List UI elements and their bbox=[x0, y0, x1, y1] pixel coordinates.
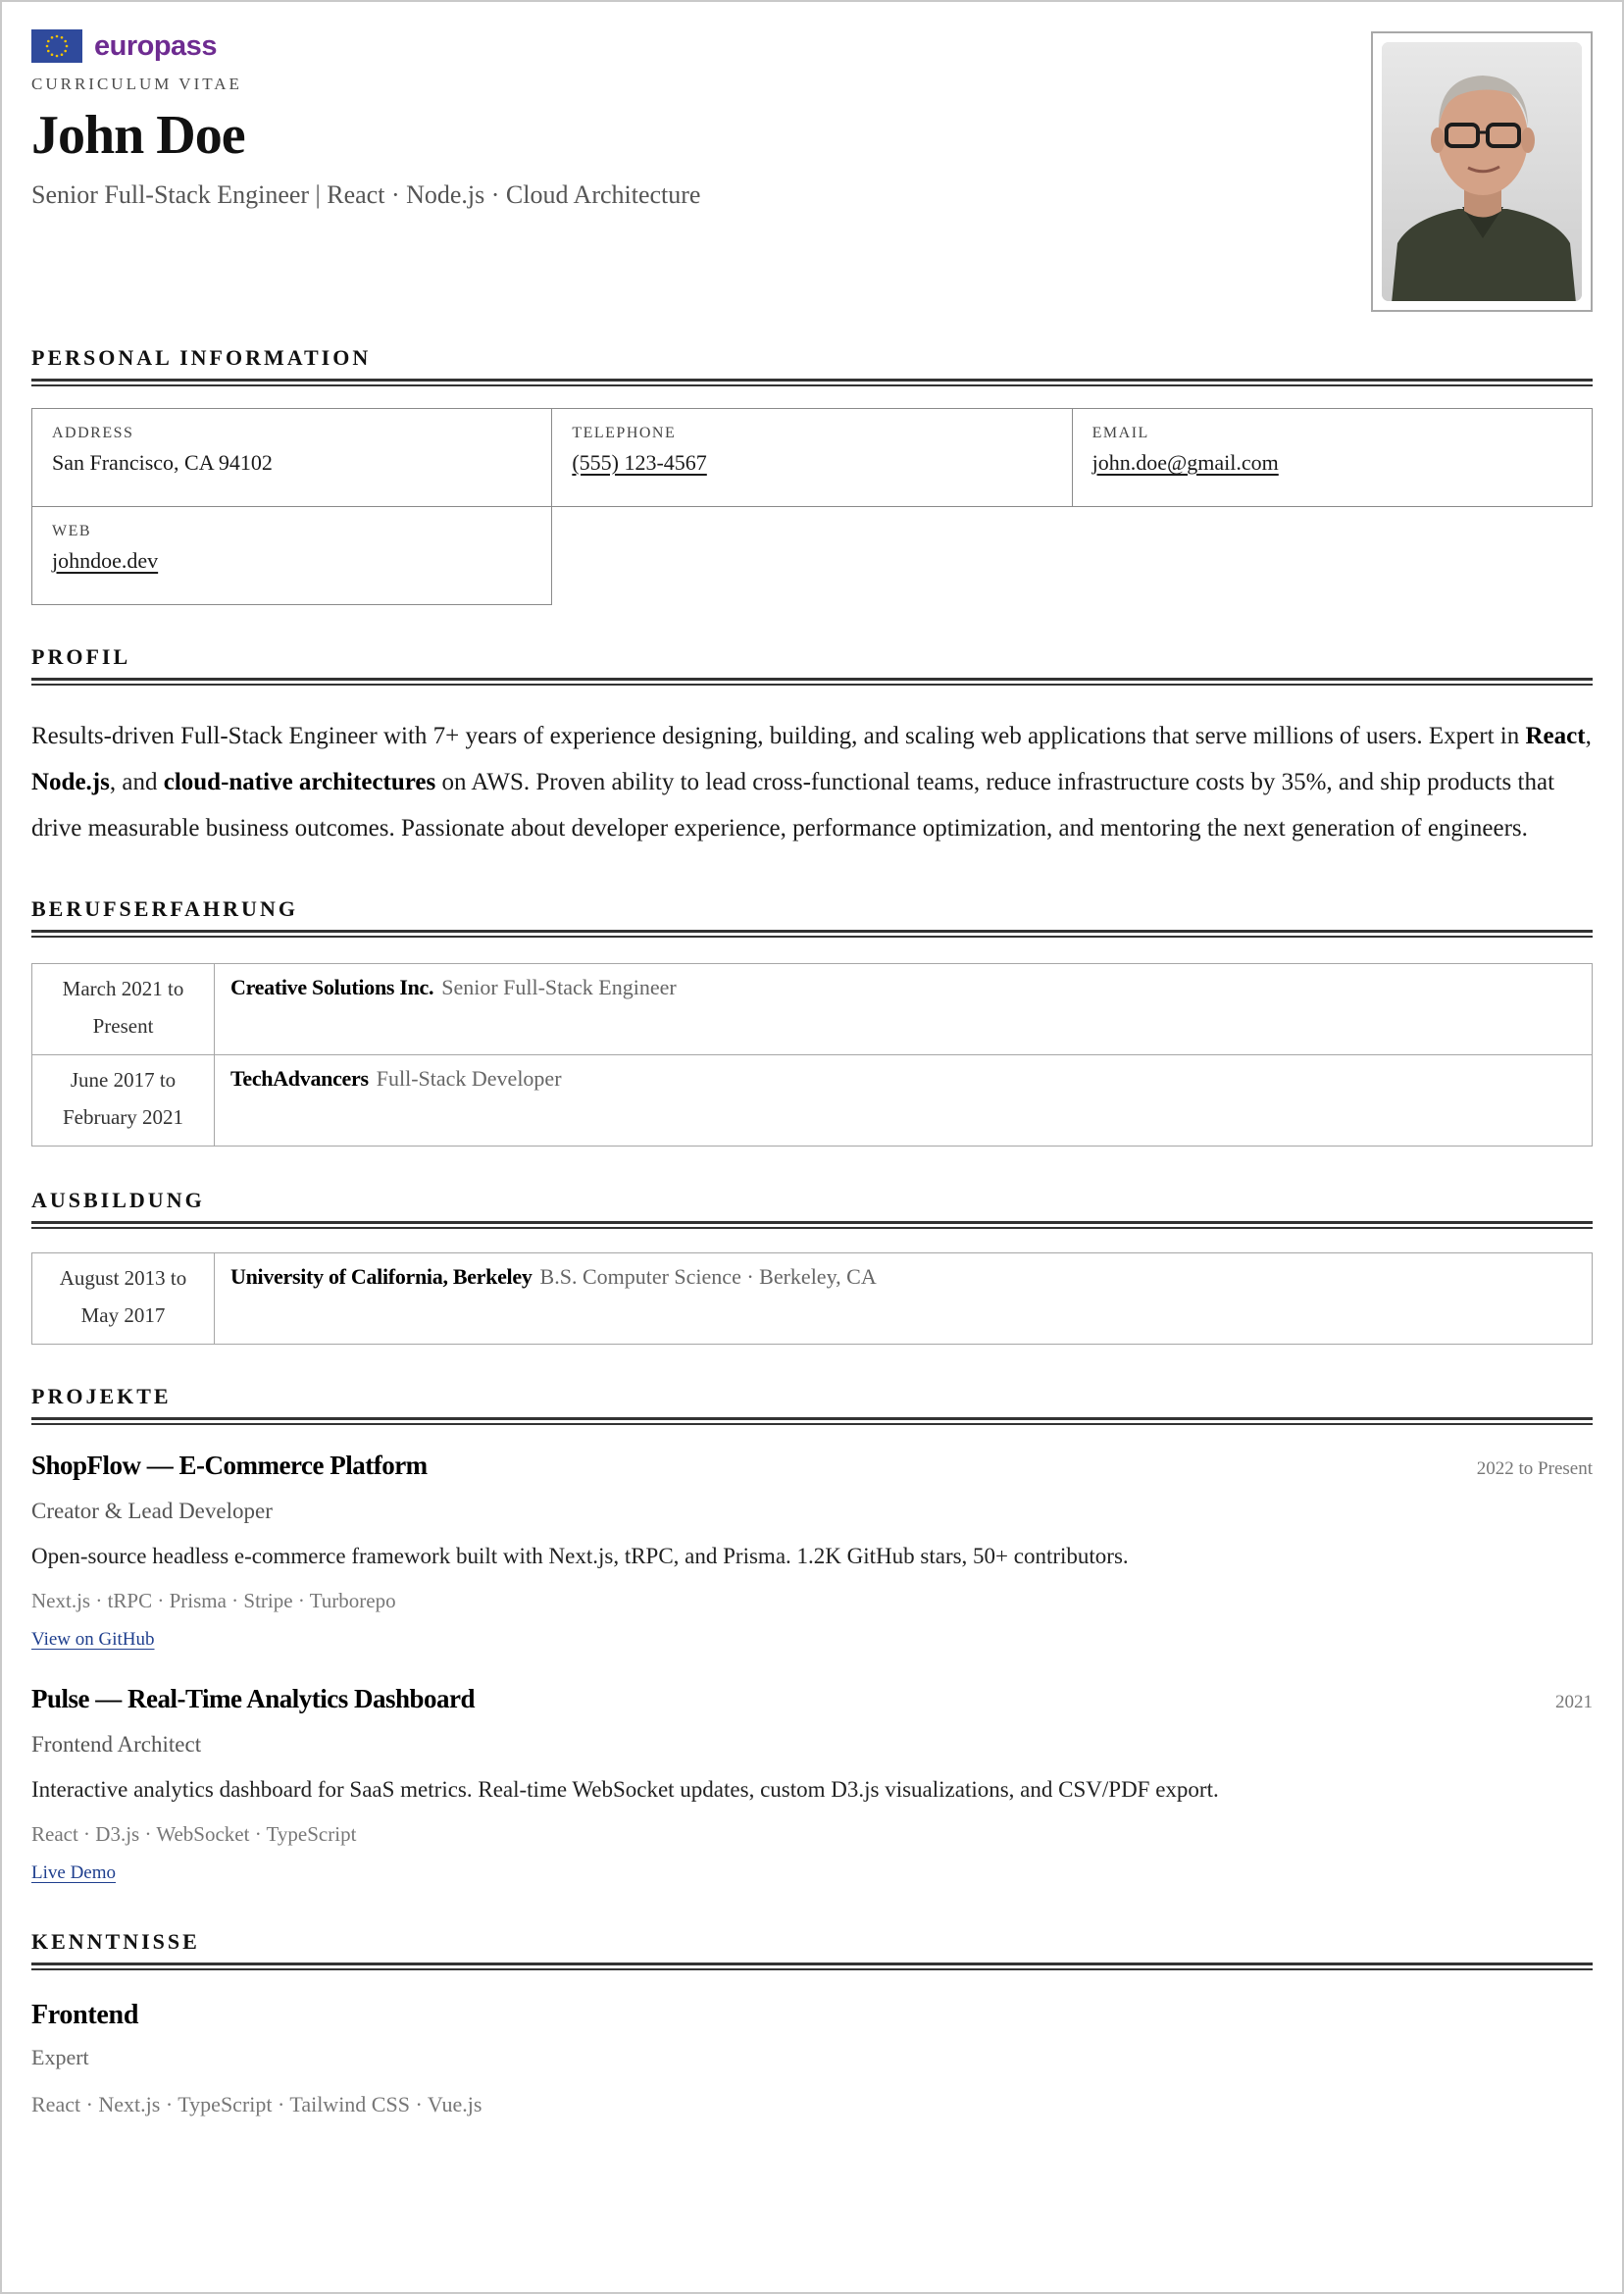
address-label: ADDRESS bbox=[52, 425, 134, 441]
email-cell bbox=[1073, 409, 1593, 507]
profile-text: , bbox=[1585, 723, 1592, 749]
telephone-label: TELEPHONE bbox=[572, 425, 677, 441]
section-divider bbox=[31, 930, 1593, 938]
education-date: August 2013 to May 2017 bbox=[32, 1253, 215, 1345]
profile-highlight-react: React bbox=[1525, 723, 1586, 749]
experience-date: March 2021 to Present bbox=[32, 964, 215, 1055]
experience-date: June 2017 to February 2021 bbox=[32, 1055, 215, 1147]
address-value: San Francisco, CA 94102 bbox=[52, 450, 273, 475]
person-name: John Doe bbox=[31, 105, 245, 166]
profile-summary bbox=[31, 713, 1593, 851]
project-date: 2022 to Present bbox=[1476, 1458, 1593, 1479]
europass-logo bbox=[31, 29, 1593, 63]
degree: B.S. Computer Science · Berkeley, CA bbox=[539, 1264, 877, 1289]
section-divider bbox=[31, 1221, 1593, 1229]
section-divider bbox=[31, 1963, 1593, 1970]
education-section bbox=[31, 1188, 1593, 1345]
address-cell bbox=[32, 409, 552, 507]
projects-section bbox=[31, 1384, 1593, 1884]
employer-name: Creative Solutions Inc. bbox=[230, 975, 434, 999]
section-divider bbox=[31, 1417, 1593, 1425]
project-demo-link[interactable]: Live Demo bbox=[31, 1862, 117, 1883]
project-item bbox=[31, 1451, 1593, 1651]
profile-section bbox=[31, 644, 1593, 851]
profile-text: on AWS. Proven ability to lead cross-functional teams, reduce infrastructure costs by 35%, and ship products that drive measurable business outcomes. Passionate about developer experience, performance optimization, and mentoring the next generation of engineers. bbox=[31, 769, 1555, 841]
project-tech: React · D3.js · WebSocket · TypeScript bbox=[31, 1822, 357, 1846]
section-title-projects: PROJEKTE bbox=[31, 1384, 172, 1408]
cv-header bbox=[31, 29, 1593, 345]
experience-desc bbox=[215, 964, 1593, 1055]
profile-highlight-node: Node.js bbox=[31, 769, 110, 795]
headline: Senior Full-Stack Engineer | React · Node.js · Cloud Architecture bbox=[31, 179, 701, 209]
job-role: Senior Full-Stack Engineer bbox=[441, 975, 677, 999]
education-row bbox=[32, 1253, 1593, 1345]
cv-label: CURRICULUM VITAE bbox=[31, 75, 242, 93]
email-label: EMAIL bbox=[1091, 425, 1149, 441]
education-desc bbox=[215, 1253, 1593, 1345]
section-title-profile: PROFIL bbox=[31, 644, 131, 669]
job-role: Full-Stack Developer bbox=[376, 1066, 562, 1091]
email-link[interactable]: john.doe@gmail.com bbox=[1091, 450, 1279, 475]
profile-photo bbox=[1382, 42, 1582, 301]
project-github-link[interactable]: View on GitHub bbox=[31, 1629, 155, 1650]
web-cell bbox=[32, 507, 552, 605]
europass-wordmark: europass bbox=[94, 29, 217, 62]
experience-row bbox=[32, 964, 1593, 1055]
employer-name: TechAdvancers bbox=[230, 1066, 369, 1091]
project-title: Pulse — Real-Time Analytics Dashboard bbox=[31, 1684, 476, 1713]
section-divider bbox=[31, 678, 1593, 686]
section-divider bbox=[31, 379, 1593, 386]
profile-photo-frame bbox=[1371, 31, 1593, 312]
experience-section bbox=[31, 896, 1593, 1147]
web-link[interactable]: johndoe.dev bbox=[52, 548, 159, 573]
section-title-personal: PERSONAL INFORMATION bbox=[31, 345, 372, 370]
skill-items: React · Next.js · TypeScript · Tailwind CSS · Vue.js bbox=[31, 2092, 482, 2116]
section-title-experience: BERUFSERFAHRUNG bbox=[31, 896, 298, 921]
project-tech: Next.js · tRPC · Prisma · Stripe · Turborepo bbox=[31, 1589, 396, 1612]
education-table bbox=[31, 1252, 1593, 1345]
skill-category: Frontend bbox=[31, 2000, 139, 2030]
telephone-link[interactable]: (555) 123-4567 bbox=[572, 450, 707, 475]
personal-info-grid bbox=[31, 408, 1593, 605]
profile-text: , and bbox=[109, 769, 164, 795]
project-role: Frontend Architect bbox=[31, 1732, 202, 1757]
project-description: Interactive analytics dashboard for SaaS metrics. Real-time WebSocket updates, custom D3.js visualizations, and CSV/PDF export. bbox=[31, 1777, 1219, 1802]
project-title: ShopFlow — E-Commerce Platform bbox=[31, 1451, 428, 1480]
telephone-cell bbox=[552, 409, 1072, 507]
section-title-education: AUSBILDUNG bbox=[31, 1188, 205, 1212]
project-item bbox=[31, 1684, 1593, 1884]
experience-table bbox=[31, 963, 1593, 1147]
project-role: Creator & Lead Developer bbox=[31, 1499, 273, 1523]
web-label: WEB bbox=[52, 523, 92, 539]
experience-row bbox=[32, 1055, 1593, 1147]
school-name: University of California, Berkeley bbox=[230, 1264, 533, 1289]
cv-page bbox=[2, 2, 1622, 2117]
experience-desc bbox=[215, 1055, 1593, 1147]
project-date: 2021 bbox=[1555, 1692, 1593, 1712]
skill-level: Expert bbox=[31, 2045, 89, 2069]
eu-flag-icon bbox=[31, 29, 82, 63]
section-title-skills: KENNTNISSE bbox=[31, 1929, 200, 1954]
skills-section bbox=[31, 1929, 1593, 2117]
profile-highlight-cloud: cloud-native architectures bbox=[163, 769, 436, 795]
profile-text: Results-driven Full-Stack Engineer with 7+ years of experience designing, building, and scaling web applications that serve millions of users. Expert in bbox=[31, 723, 1526, 749]
project-description: Open-source headless e-commerce framework built with Next.js, tRPC, and Prisma. 1.2K GitHub stars, 50+ contributors. bbox=[31, 1544, 1129, 1568]
